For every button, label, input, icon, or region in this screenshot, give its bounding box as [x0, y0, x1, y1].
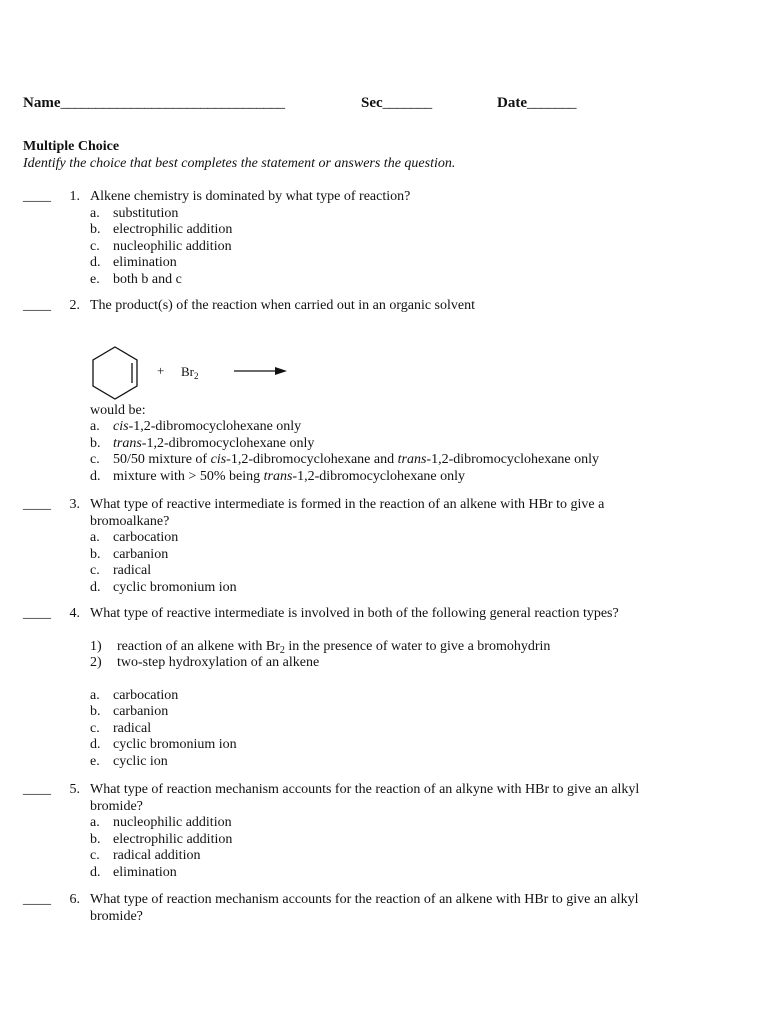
sec-blank[interactable]: _______ [382, 95, 432, 111]
question-number: 4. [69, 606, 80, 621]
date-field[interactable] [497, 95, 576, 112]
reagent: $Br_2$ [181, 363, 199, 381]
option-d: d. elimination [90, 255, 177, 270]
option-a: a. nucleophilic addition [90, 815, 232, 830]
reaction-svg [83, 315, 383, 401]
date-blank[interactable]: _______ [527, 95, 576, 111]
option-c: c. nucleophilic addition [90, 238, 232, 254]
answer-blank[interactable]: ____ [23, 892, 51, 907]
option-c: c. 50/50 mixture of cis-1,2-dibromocyclohexane and trans-1,2-dibromocyclohexane only [90, 452, 600, 467]
section-instructions: Identify the choice that best completes the statement or answers the question. [23, 156, 456, 171]
sec-label: Sec [361, 95, 383, 111]
question-number: 5. [69, 782, 80, 797]
option-d: d. elimination [90, 864, 177, 880]
option-a: a. carbocation [90, 687, 179, 703]
option-a: a. substitution [90, 205, 179, 221]
question-2 [23, 298, 663, 485]
question-stem: The product(s) of the reaction when carried out in an organic solvent [90, 298, 475, 313]
question-3 [23, 497, 663, 596]
cyclohexene-structure [93, 347, 137, 399]
section-title: Multiple Choice [23, 139, 120, 154]
option-e: e. cyclic ion [90, 753, 168, 769]
question-4 [23, 606, 663, 770]
question-stem: What type of reaction mechanism accounts for the reaction of an alkyne with HBr to give an alkyl bromide? [90, 782, 640, 814]
name-field[interactable] [23, 95, 285, 112]
question-5 [23, 782, 663, 881]
option-d: d. cyclic bromonium ion [90, 737, 237, 752]
question-1 [23, 189, 663, 288]
option-a: a. carbocation [90, 530, 179, 545]
option-a: a. cis-1,2-dibromocyclohexane only [90, 419, 302, 434]
option-b: b. carbanion [90, 546, 169, 562]
answer-blank[interactable]: ____ [23, 606, 51, 621]
reaction-scheme [23, 315, 663, 401]
answer-blank[interactable]: ____ [23, 782, 51, 797]
option-c: c. radical [90, 563, 152, 578]
option-d: d. cyclic bromonium ion [90, 579, 237, 595]
question-stem: What type of reactive intermediate is formed in the reaction of an alkene with HBr to give a bromoalkane? [90, 497, 605, 529]
question-stem: What type of reactive intermediate is involved in both of the following general reaction types? [90, 606, 619, 621]
reaction-type-2: 2) two-step hydroxylation of an alkene [90, 655, 320, 670]
question-number: 6. [69, 892, 80, 907]
question-stem-continued: would be: [90, 402, 146, 418]
answer-blank[interactable]: ____ [23, 497, 51, 512]
reaction-type-1: 1) reaction of an alkene with $Br_2$ in the presence of water to give a bromohydrin [90, 638, 551, 656]
option-c: c. radical addition [90, 848, 201, 863]
answer-blank[interactable]: ____ [23, 189, 51, 204]
option-b: b. electrophilic addition [90, 222, 233, 237]
question-number: 2. [69, 298, 80, 313]
name-label: Name [23, 95, 61, 111]
option-b: b. carbanion [90, 704, 169, 719]
date-label: Date [497, 95, 527, 111]
option-b: b. electrophilic addition [90, 831, 233, 847]
option-e: e. both b and c [90, 271, 182, 287]
answer-blank[interactable]: ____ [23, 298, 51, 313]
question-stem: What type of reaction mechanism accounts for the reaction of an alkene with HBr to give an alkyl bromide? [90, 892, 639, 924]
reaction-arrow [234, 367, 287, 375]
question-number: 1. [69, 189, 80, 204]
name-blank[interactable]: ________________________________ [60, 95, 285, 111]
option-d: d. mixture with > 50% being trans-1,2-dibromocyclohexane only [90, 468, 466, 484]
question-number: 3. [69, 497, 80, 512]
option-b: b. trans-1,2-dibromocyclohexane only [90, 435, 315, 451]
question-stem: Alkene chemistry is dominated by what type of reaction? [90, 189, 411, 204]
option-c: c. radical [90, 720, 152, 736]
plus-sign: + [157, 362, 165, 378]
question-6 [23, 892, 663, 925]
section-field[interactable] [361, 95, 432, 112]
